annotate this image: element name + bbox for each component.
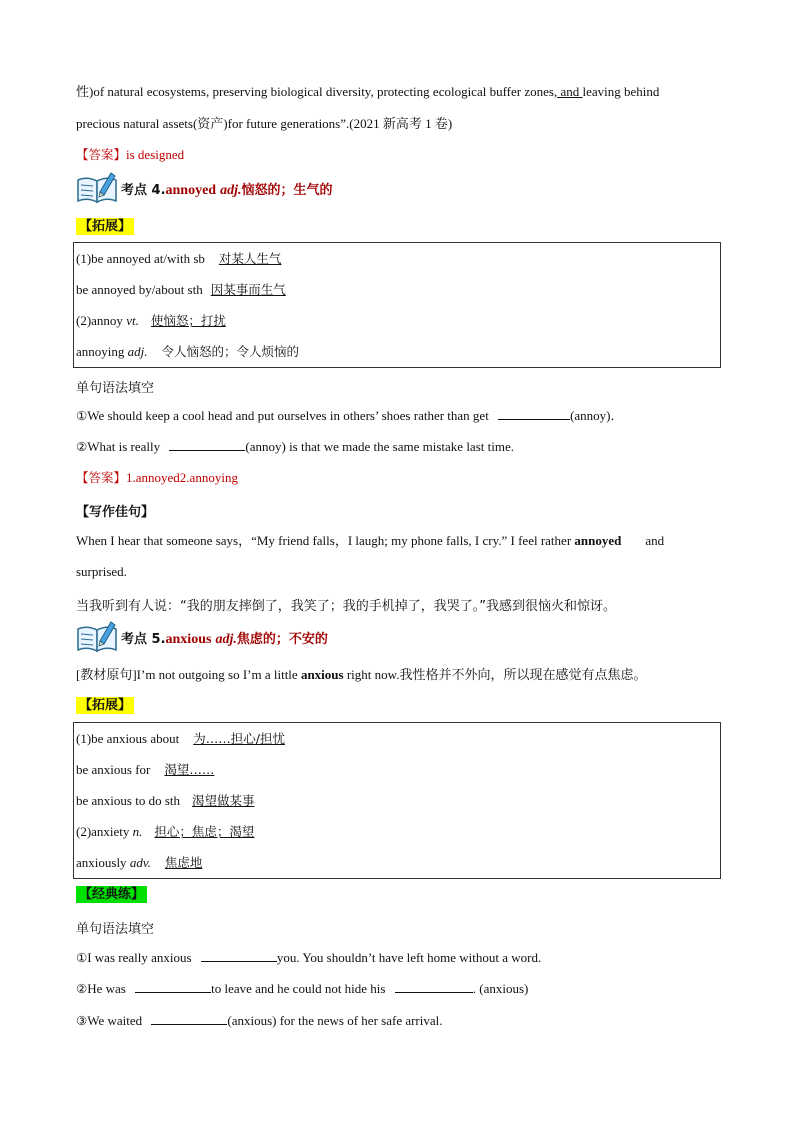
intro-text: 性)of natural ecosystems, preserving biological diversity, protecting ecological buffer zones, [76, 84, 558, 99]
point5-expand-box [73, 722, 721, 879]
point4-writing-en-1: When I hear that someone says，“My friend falls，I laugh; my phone falls, I cry.” I feel rather annoyed and [76, 533, 665, 548]
intro-text: leaving behind [582, 84, 660, 99]
point4-exercise-title: 单句语法填空 [76, 381, 155, 396]
point4-writing-tag: 【写作佳句】 [76, 505, 155, 520]
answer-blank[interactable] [151, 1013, 227, 1025]
expand-row: annoying adj. 令人恼怒的；令人烦恼的 [76, 344, 300, 359]
expand-row: be annoyed by/about sth 因某事而生气 [76, 282, 286, 297]
point4-writing-cn: 当我听到有人说：“我的朋友摔倒了，我笑了；我的手机掉了，我哭了。”我感到很恼火和惊讶。 [76, 599, 616, 614]
intro-answer: 【答案】is designed [76, 147, 185, 162]
point4-answer: 【答案】1.annoyed2.annoying [76, 470, 238, 485]
point5-exercise-2: ②He was to leave and he could not hide his . (anxious) [76, 981, 529, 996]
answer-blank[interactable] [498, 408, 570, 420]
expand-row: (1)be annoyed at/with sb 对某人生气 [76, 251, 282, 266]
expand-row: be anxious for 渴望…… [76, 762, 215, 777]
point4-expand-box [73, 242, 721, 368]
point4-exercise-2: ②What is really (annoy) is that we made the same mistake last time. [76, 439, 514, 454]
answer-blank[interactable] [201, 950, 277, 962]
point5-exercise-1: ①I was really anxious you. You shouldn’t have left home without a word. [76, 950, 542, 965]
intro-line-2: precious natural assets(资产)for future generations”.(2021 新高考 1 卷) [76, 116, 453, 131]
point4-heading: 考点 4.annoyed adj.恼怒的；生气的 [121, 183, 333, 198]
answer-blank[interactable] [395, 981, 473, 993]
point5-classic-tag: 【经典练】 [76, 886, 147, 903]
intro-line-1 [76, 84, 659, 100]
point4-writing-en-2: surprised. [76, 564, 127, 579]
book-pencil-icon [76, 170, 118, 204]
point4-expand-tag: 【拓展】 [76, 218, 134, 235]
expand-row: (2)annoy vt. 使恼怒；打扰 [76, 313, 226, 328]
expand-row: anxiously adv. 焦虑地 [76, 855, 203, 870]
expand-row: be anxious to do sth 渴望做某事 [76, 793, 255, 808]
point5-textbook-sentence: [教材原句]I’m not outgoing so I’m a little anxious right now.我性格并不外向，所以现在感觉有点焦虑。 [76, 667, 647, 682]
point5-expand-tag: 【拓展】 [76, 697, 134, 714]
book-pencil-icon [76, 619, 118, 653]
point5-exercise-title: 单句语法填空 [76, 922, 155, 937]
point5-heading: 考点 5.anxious adj.焦虑的；不安的 [121, 632, 328, 647]
intro-underlined-and: and [557, 84, 583, 99]
answer-blank[interactable] [135, 981, 211, 993]
expand-row: (1)be anxious about 为……担心/担忧 [76, 731, 285, 746]
answer-blank[interactable] [169, 439, 245, 451]
expand-row: (2)anxiety n. 担心；焦虑；渴望 [76, 824, 255, 839]
point4-exercise-1: ①We should keep a cool head and put ourselves in others’ shoes rather than get (annoy)． [76, 408, 624, 423]
point5-exercise-3: ③We waited (anxious) for the news of her safe arrival. [76, 1013, 443, 1028]
